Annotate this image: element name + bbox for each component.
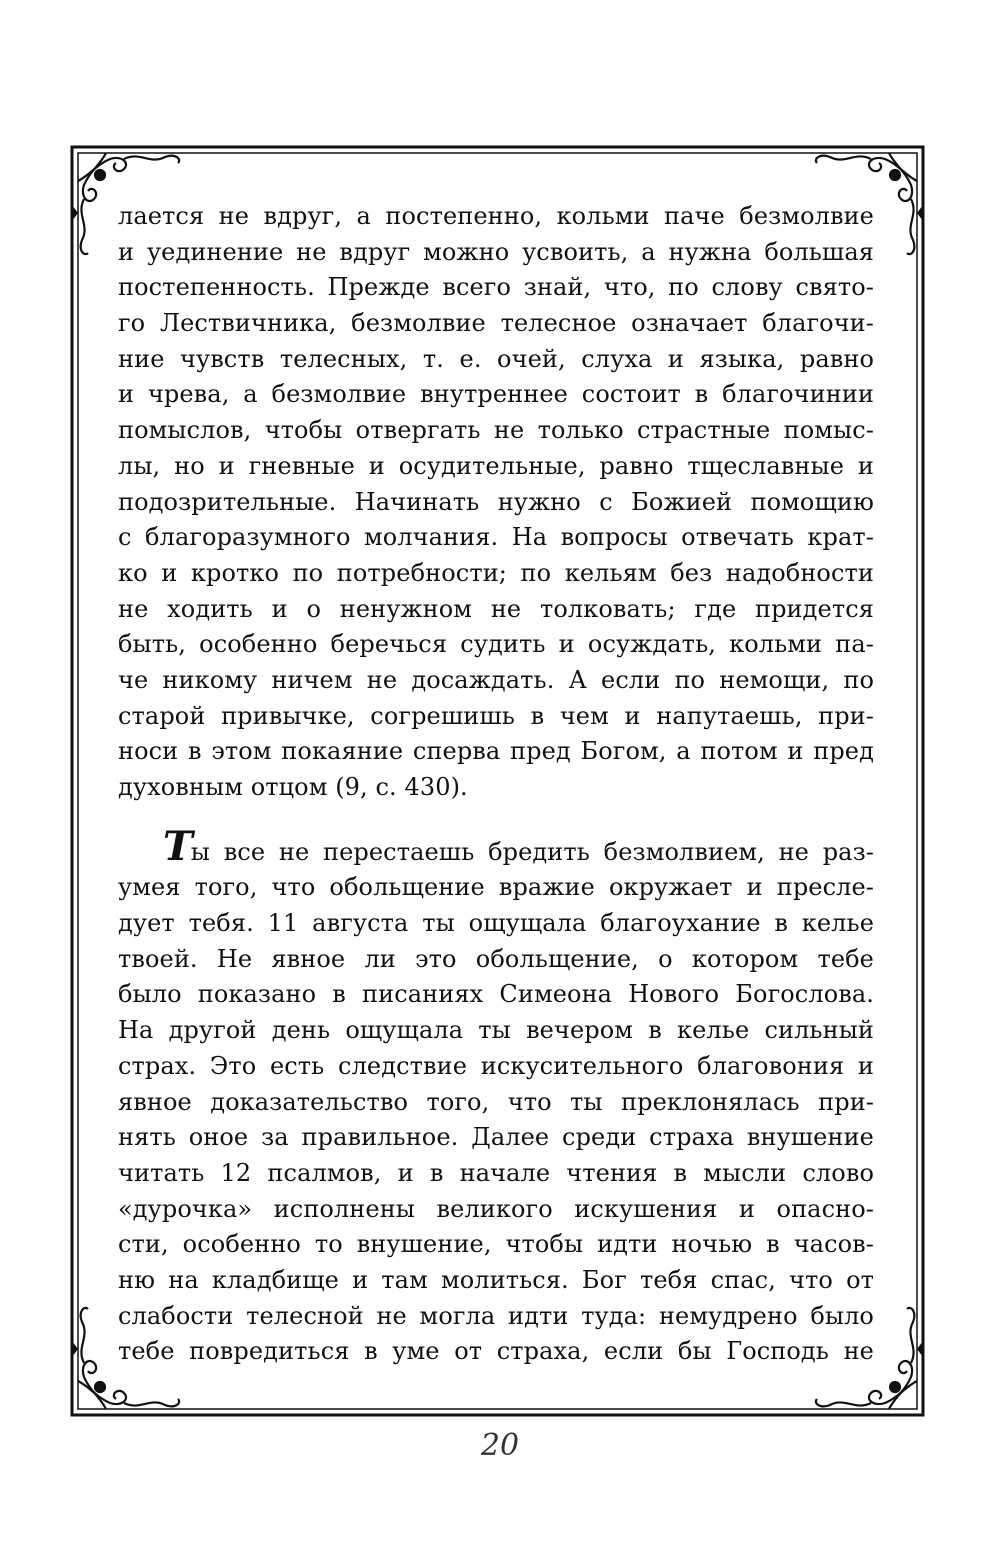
text-line: сти, особенно то внушение, чтобы идти ночью в часов- bbox=[118, 1230, 874, 1259]
text-line: не ходить и о ненужном не толковать; где придется bbox=[118, 594, 874, 623]
text-line: читать 12 псалмов, и в начале чтения в мысли слово bbox=[118, 1158, 874, 1187]
text-line: На другой день ощущала ты вечером в келье сильный bbox=[118, 1016, 874, 1045]
text-line: подозрительные. Начинать нужно с Божией помощию bbox=[118, 487, 874, 516]
text-line: старой привычке, согрешишь в чем и напутаешь, при- bbox=[118, 701, 874, 730]
body-text bbox=[118, 199, 874, 1370]
text-line: че никому ничем не досаждать. А если по немощи, по bbox=[118, 665, 874, 694]
text-line: страх. Это есть следствие искусительного благовония и bbox=[118, 1051, 874, 1080]
text-line: ние чувств телесных, т. е. очей, слуха и языка, равно bbox=[118, 344, 874, 373]
text-line: было показано в писаниях Симеона Нового Богослова. bbox=[118, 980, 874, 1009]
text-line: лы, но и гневные и осудительные, равно тщеславные и bbox=[118, 451, 874, 480]
text-line: слабости телесной не могла идти туда: немудрено было bbox=[118, 1301, 874, 1330]
text-line: и уединение не вдруг можно усвоить, а нужна большая bbox=[118, 237, 874, 266]
paragraph-2 bbox=[118, 822, 874, 1370]
text-line: го Лествичника, безмолвие телесное означает благочи- bbox=[118, 309, 874, 338]
text-line: ко и кротко по потребности; по кельям без надобности bbox=[118, 558, 874, 587]
text-line: носи в этом покаяние сперва пред Богом, а потом и пред bbox=[118, 737, 874, 766]
text-line: и чрева, а безмолвие внутреннее состоит в благочинии bbox=[118, 380, 874, 409]
page-number: 20 bbox=[480, 1428, 520, 1463]
text-line: твоей. Не явное ли это обольщение, о котором тебе bbox=[118, 944, 874, 973]
text-line: помыслов, чтобы отвергать не только страстные помыс- bbox=[118, 416, 874, 445]
text-line: тебе повредиться в уме от страха, если бы Господь не bbox=[118, 1337, 874, 1366]
drop-cap: Т bbox=[163, 822, 187, 870]
text-line: дует тебя. 11 августа ты ощущала благоухание в келье bbox=[118, 909, 874, 938]
text-line: с благоразумного молчания. На вопросы отвечать крат- bbox=[118, 523, 874, 552]
text-line: умея того, что обольщение вражие окружает и пресле- bbox=[118, 873, 874, 902]
text-line: постепенность. Прежде всего знай, что, по слову свято- bbox=[118, 273, 874, 302]
text-line: быть, особенно беречься судить и осуждать, кольми па- bbox=[118, 630, 874, 659]
text-line-rest: ы все не перестаешь бредить безмолвием, не раз- bbox=[190, 837, 874, 866]
text-line: духовным отцом (9, с. 430). bbox=[118, 773, 468, 801]
text-line: явное доказательство того, что ты преклонялась при- bbox=[118, 1087, 874, 1116]
text-line: нять оное за правильное. Далее среди страха внушение bbox=[118, 1123, 874, 1152]
text-line: лается не вдруг, а постепенно, кольми паче безмолвие bbox=[118, 202, 874, 230]
text-line: ню на кладбище и там молиться. Бог тебя спас, что от bbox=[118, 1265, 874, 1294]
text-line-with-drop-cap bbox=[118, 822, 874, 871]
paragraph-1 bbox=[118, 199, 874, 806]
text-line: «дурочка» исполнены великого искушения и опасно- bbox=[118, 1194, 874, 1223]
